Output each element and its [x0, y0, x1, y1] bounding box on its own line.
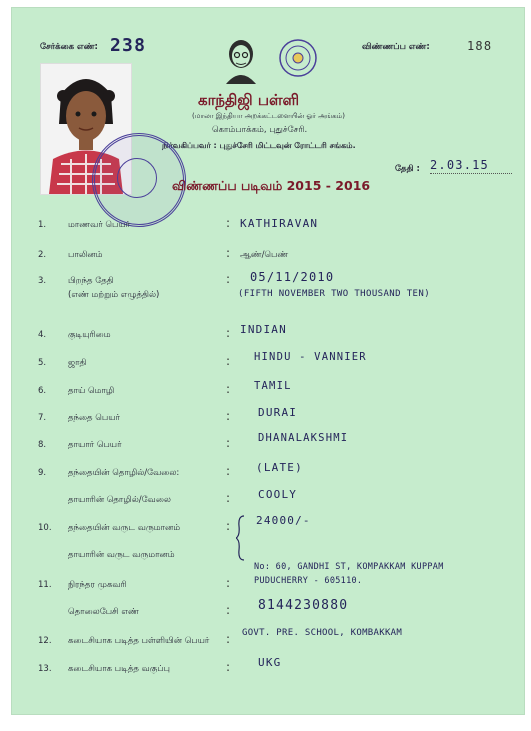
field-value-father-name: DURAI [258, 406, 298, 419]
field-colon: : [226, 216, 231, 230]
field-value-dob: 05/11/2010 [250, 270, 335, 284]
field-value-phone: 8144230880 [258, 598, 349, 613]
field-value-dob-words: (FIFTH NOVEMBER TWO THOUSAND TEN) [238, 289, 431, 299]
field-number: 12. [38, 636, 52, 646]
school-address: கொம்பாக்கம், புதுச்சேரி. [212, 125, 308, 135]
field-label-previous-school: கடைசியாக படித்த பள்ளியின் பெயர் [68, 636, 210, 646]
field-number: 8. [38, 440, 47, 450]
field-label-mother-tongue: தாய் மொழி [68, 386, 115, 396]
field-value-gender: ஆண்/பெண் [240, 250, 289, 260]
application-number-value: 188 [467, 39, 493, 53]
field-colon: : [226, 409, 231, 423]
field-value-mother-name: DHANALAKSHMI [258, 432, 349, 444]
field-number: 5. [38, 358, 47, 368]
field-label-mother-name: தாயார் பெயர் [68, 440, 122, 450]
field-value-father-occupation: (LATE) [256, 461, 303, 474]
date-underline [430, 173, 512, 174]
field-number: 9. [38, 468, 47, 478]
field-label-mother-occupation: தாயாரின் தொழில்/வேலை [68, 495, 171, 505]
field-label-nationality: குடியுரிமை [68, 330, 111, 340]
field-label-gender: பாலினம் [68, 250, 103, 260]
field-number: 6. [38, 386, 47, 396]
field-value-mother-occupation: COOLY [258, 488, 298, 501]
field-colon: : [226, 660, 231, 674]
field-label-phone: தொலைபேசி எண் [68, 607, 139, 617]
form-title: விண்ணப்ப படிவம் 2015 - 2016 [172, 178, 371, 193]
field-value-previous-school: GOVT. PRE. SCHOOL, KOMBAKKAM [242, 628, 403, 638]
admission-number-value: 238 [110, 35, 147, 56]
field-label-caste: ஜாதி [68, 358, 87, 368]
field-colon: : [226, 491, 231, 505]
field-colon: : [226, 632, 231, 646]
field-label-father-name: தந்தை பெயர் [68, 413, 120, 423]
field-number: 4. [38, 330, 47, 340]
income-brace [236, 514, 246, 562]
field-number: 10. [38, 523, 52, 533]
field-label-address: நிரந்தர முகவரி [68, 580, 127, 590]
admission-number-label: சேர்க்கை எண்: [40, 42, 98, 52]
field-value-mother-tongue: TAMIL [254, 380, 292, 392]
field-value-caste: HINDU - VANNIER [254, 351, 367, 363]
field-number: 7. [38, 413, 47, 423]
field-number: 13. [38, 664, 52, 674]
field-colon: : [226, 464, 231, 478]
application-form [12, 8, 524, 714]
rotary-logo-icon [278, 38, 318, 78]
field-colon: : [226, 382, 231, 396]
date-label: தேதி : [395, 164, 420, 174]
field-label-dob: பிறந்த தேதி [68, 276, 114, 286]
field-label-father-income: தந்தையின் வருட வருமானம் [68, 523, 181, 533]
field-number: 1. [38, 220, 47, 230]
field-value-address: No: 60, GANDHI ST, KOMPAKKAM KUPPAM [254, 562, 444, 572]
school-name: காந்திஜி பள்ளி [198, 91, 300, 109]
field-colon: : [226, 519, 231, 533]
application-number-label: விண்ணப்ப எண்: [362, 42, 430, 52]
field-label-previous-class: கடைசியாக படித்த வகுப்பு [68, 664, 170, 674]
field-value-nationality: INDIAN [240, 323, 287, 336]
field-label-dob-sub: (எண் மற்றும் எழுத்தில்) [68, 290, 160, 300]
gandhi-portrait-icon [220, 36, 262, 86]
field-colon: : [226, 326, 231, 340]
field-colon: : [226, 576, 231, 590]
field-number: 11. [38, 580, 52, 590]
field-label-mother-income: தாயாரின் வருட வருமானம் [68, 550, 175, 560]
field-colon: : [226, 246, 231, 260]
field-number: 2. [38, 250, 47, 260]
field-colon: : [226, 354, 231, 368]
school-affiliation: (மாலா இந்தியா அறக்கட்டளையின் ஓர் அங்கம்) [192, 112, 345, 120]
field-value-father-income: 24000/- [256, 514, 311, 527]
field-number: 3. [38, 276, 47, 286]
field-label-father-occupation: தந்தையின் தொழில்/வேலை: [68, 468, 180, 478]
school-run-by: நிர்வகிப்பவர் : புதுச்சேரி மிட்டவுன் ரோட்டரி சங்கம். [162, 141, 356, 150]
field-label-student-name: மாணவர் பெயர் [68, 220, 131, 230]
date-value: 2.03.15 [430, 158, 489, 172]
field-colon: : [226, 603, 231, 617]
field-value-student-name: KATHIRAVAN [240, 217, 319, 230]
field-colon: : [226, 436, 231, 450]
field-colon: : [226, 272, 231, 286]
field-value-address-line2: PUDUCHERRY - 605110. [254, 576, 363, 586]
field-value-previous-class: UKG [258, 656, 282, 669]
